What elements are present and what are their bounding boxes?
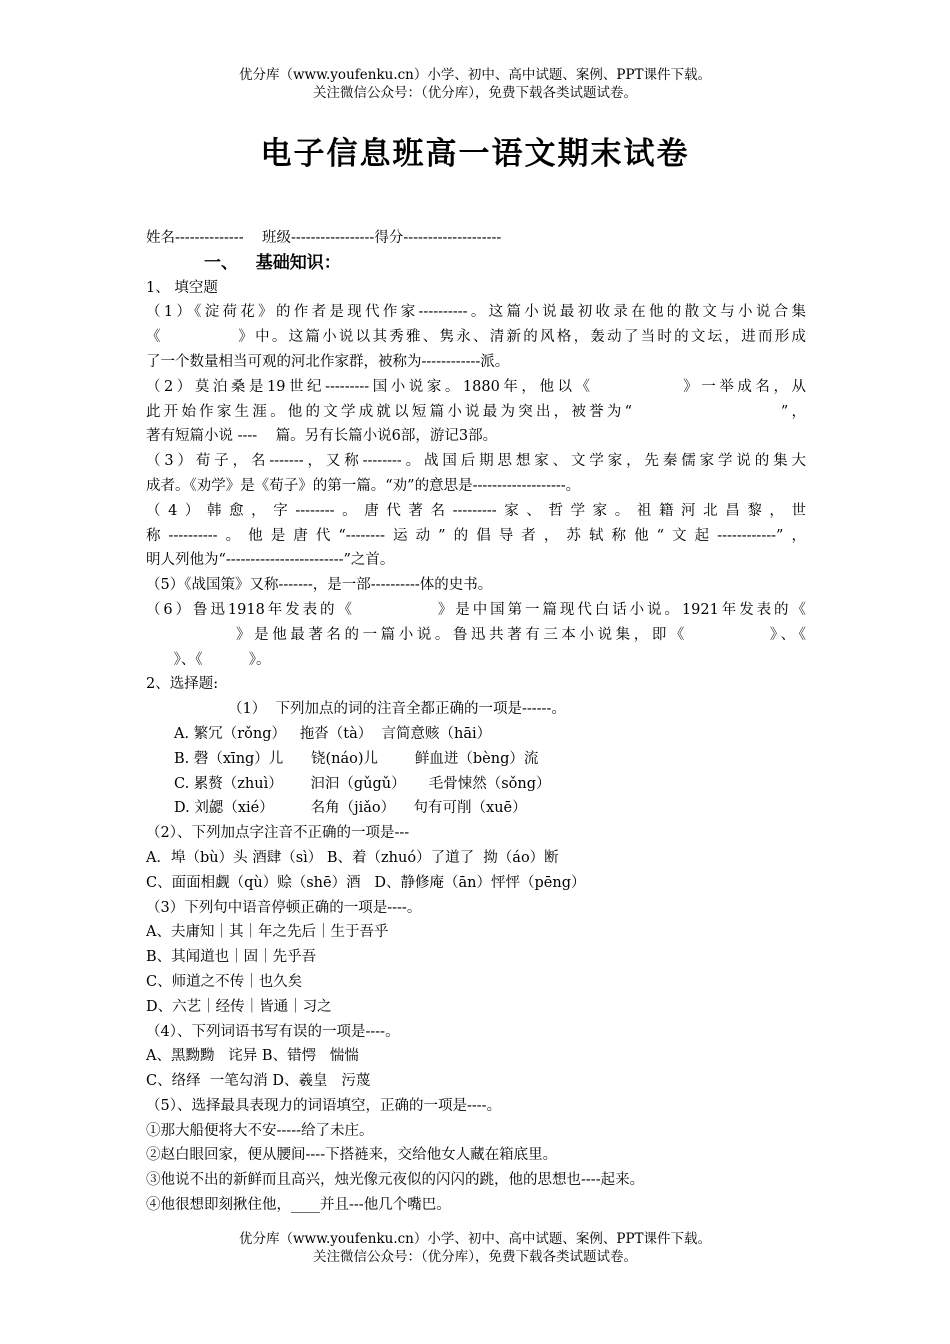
- fill-in-line: （1）《淀荷花》的作者是现代作家----------。这篇小说最初收录在他的散文与小说合集: [146, 304, 806, 321]
- sub-question-3-option-d: D、六艺｜经传｜皆通｜习之: [146, 998, 332, 1015]
- fill-in-line: （5）《战国策》又称-------，是一部----------体的史书。: [146, 577, 493, 594]
- sub-question-5-sentence-2: ②赵白眼回家，便从腰间----下搭裢来，交给他女人藏在箱底里。: [146, 1147, 558, 1164]
- sub-question-2-stem: （2）、下列加点字注音不正确的一项是---: [146, 825, 410, 842]
- sub-question-4-option-ab: A、黑黝黝 诧异 B、错愕 惴惴: [146, 1048, 359, 1065]
- fill-in-questions: [146, 300, 806, 672]
- fill-in-line: 》、《 》。: [146, 651, 271, 668]
- page-footer: [0, 1230, 950, 1266]
- student-info-line: 姓名-------------- 班级-----------------得分--------------------: [146, 230, 502, 246]
- sub-question-3-option-c: C、师道之不传｜也久矣: [146, 973, 303, 990]
- sub-question-5-sentence-1: ①那大船便将大不安-----给了未庄。: [146, 1122, 374, 1139]
- sub-question-3-option-a: A、夫庸知｜其｜年之先后｜生于吾乎: [146, 924, 389, 941]
- fill-in-line: （4）韩愈，字--------。唐代著名---------家、哲学家。祖籍河北昌黎，世: [146, 502, 806, 519]
- sub-question-5-stem: （5）、选择最具表现力的词语填空，正确的一项是----。: [146, 1097, 502, 1114]
- sub-question-2-option-ab: A．埠（bù）头 酒肆（sì） B、着（zhuó）了道了 拗（áo）断: [146, 849, 559, 866]
- page-title: 电子信息班高一语文期末试卷: [260, 136, 690, 172]
- sub-question-3-stem: （3）下列句中语音停顿正确的一项是----。: [146, 899, 422, 916]
- fill-in-line: （6）鲁迅1918年发表的《 》是中国第一篇现代白话小说。1921年发表的《: [146, 601, 806, 618]
- question-1-title: 1、 填空题: [146, 279, 218, 296]
- footer-line-2: 关注微信公众号：（优分库），免费下载各类试题试卷。: [313, 1249, 637, 1265]
- footer-line-1: 优分库（www.youfenku.cn）小学、初中、高中试题、案例、PPT课件下载。: [238, 1231, 712, 1247]
- fill-in-line: （2）莫泊桑是19世纪---------国小说家。1880年，他以《 》一举成名，从: [146, 378, 806, 395]
- page-header: [0, 66, 950, 102]
- fill-in-line: 《 》中。这篇小说以其秀雅、隽永、清新的风格，轰动了当时的文坛，进而形成: [146, 329, 806, 346]
- sub-question-1-option-d: D. 刘勰（xié） 名角（jiǎo） 句有可削（xuē）: [174, 800, 527, 817]
- sub-question-4-option-cd: C、络绎 一笔勾消 D、羲皇 污蔑: [146, 1073, 371, 1090]
- sub-question-3-option-b: B、其闻道也｜固｜先乎吾: [146, 949, 317, 966]
- fill-in-line: 明人列他为“------------------------”之首。: [146, 552, 395, 569]
- fill-in-line: 此开始作家生涯。他的文学成就以短篇小说最为突出，被誉为“ ”，: [146, 403, 806, 420]
- section-heading: 一、 基础知识：: [204, 252, 341, 273]
- question-2-title: 2、选择题:: [146, 676, 219, 693]
- fill-in-line: 》是他最著名的一篇小说。鲁迅共著有三本小说集，即《 》、《: [146, 626, 806, 643]
- sub-question-5-sentence-4: ④他很想即刻揪住他，____并且---他几个嘴巴。: [146, 1197, 451, 1214]
- exam-body: [146, 226, 806, 1218]
- sub-question-2-option-cd: C、面面相觑（qù）赊（shē）酒 D、静修庵（ān）怦怦（pēng）: [146, 874, 586, 891]
- fill-in-line: 称----------。他是唐代“--------运动”的倡导者，苏轼称他“文起------------”，: [146, 527, 806, 544]
- header-line-1: 优分库（www.youfenku.cn）小学、初中、高中试题、案例、PPT课件下载。: [238, 67, 712, 83]
- sub-question-1-option-a: A. 繁冗（rǒng） 拖沓（tà） 言简意赅（hāi）: [174, 725, 492, 742]
- fill-in-line: （3）荀子，名-------，又称--------。战国后期思想家、文学家，先秦儒家学说的集大: [146, 453, 806, 470]
- sub-question-4-stem: （4）、下列词语书写有误的一项是----。: [146, 1023, 400, 1040]
- sub-question-1-option-c: C. 累赘（zhuì） 汩汩（gǔgǔ） 毛骨悚然（sǒng）: [174, 775, 551, 792]
- sub-question-1-option-b: B. 磬（xīng）儿 铙(náo)儿 鲜血迸（bèng）流: [174, 750, 539, 767]
- sub-question-1-stem: （1） 下列加点的词的注音全都正确的一项是------。: [228, 701, 566, 718]
- fill-in-line: 成者。《劝学》是《荀子》的第一篇。“劝”的意思是-------------------。: [146, 477, 581, 494]
- sub-question-5-sentence-3: ③他说不出的新鲜而且高兴，烛光像元夜似的闪闪的跳，他的思想也----起来。: [146, 1172, 645, 1189]
- header-line-2: 关注微信公众号：（优分库），免费下载各类试题试卷。: [313, 85, 637, 101]
- fill-in-line: 了一个数量相当可观的河北作家群，被称为------------派。: [146, 353, 510, 370]
- fill-in-line: 著有短篇小说 ---- 篇。另有长篇小说6部，游记3部。: [146, 428, 498, 445]
